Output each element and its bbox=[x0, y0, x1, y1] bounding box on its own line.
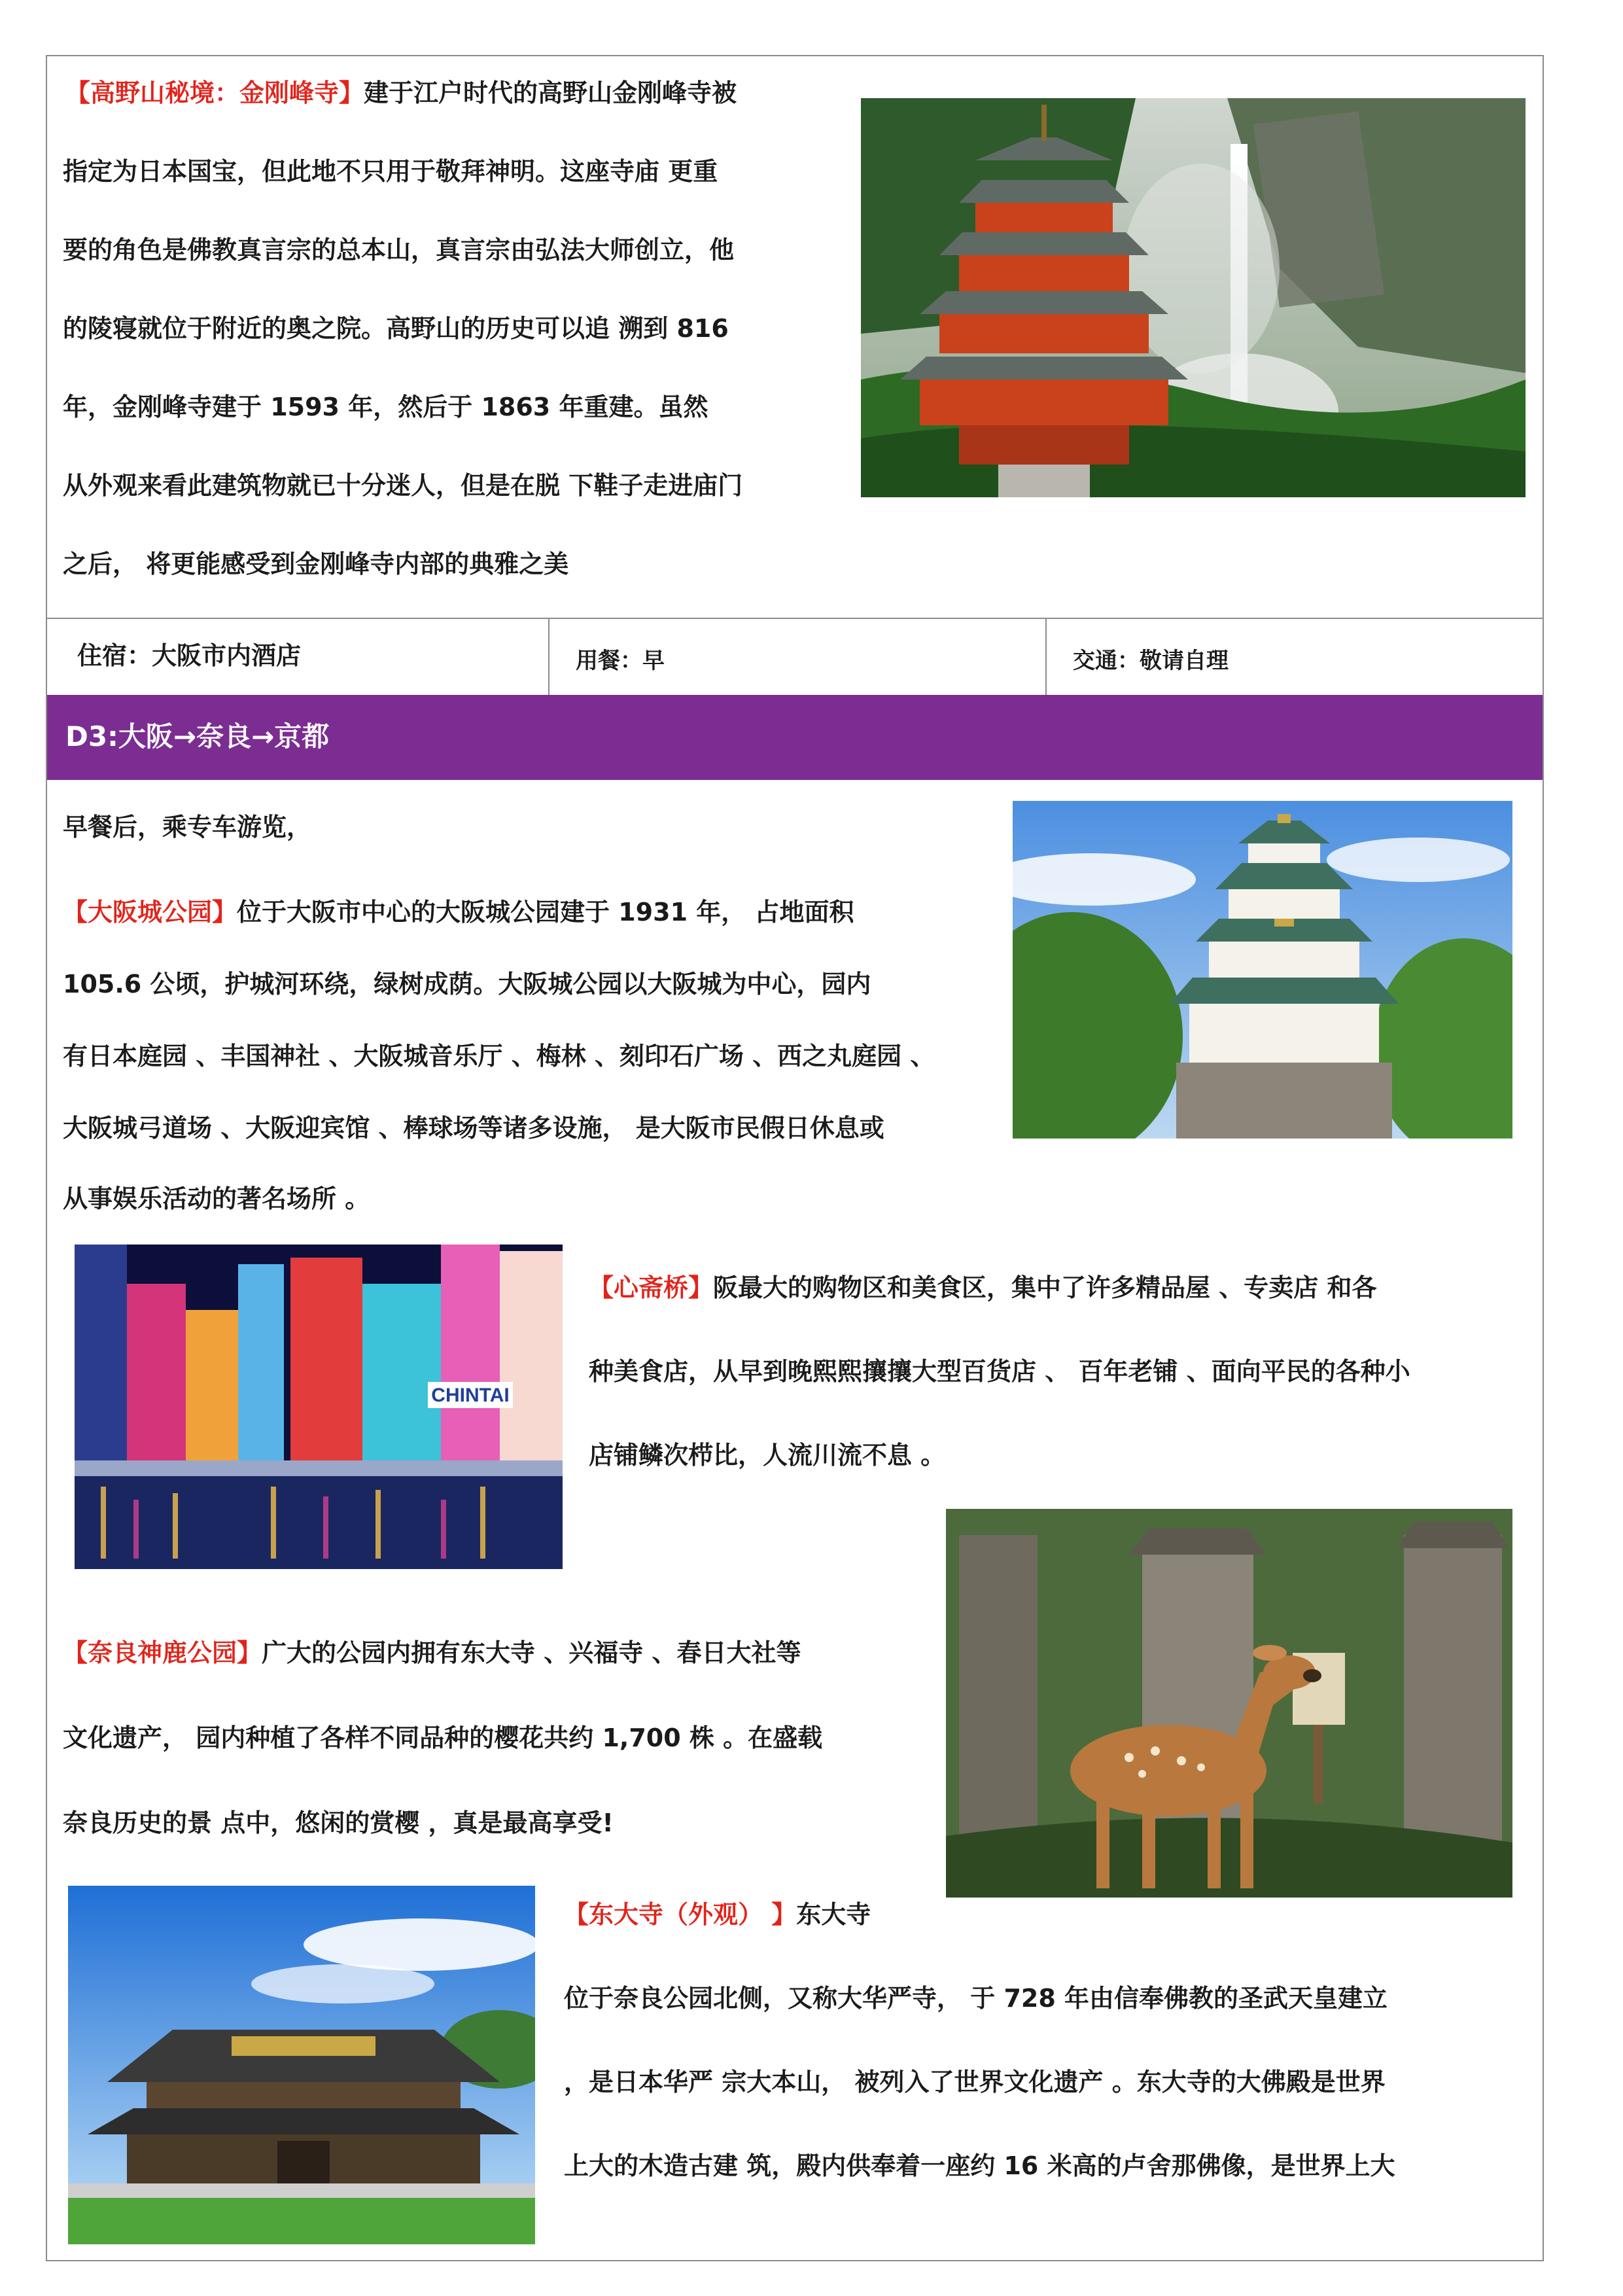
day3-header bbox=[47, 695, 1543, 780]
todaiji-title: 【东大寺（外观） 】 bbox=[564, 1900, 797, 1929]
todaiji-line-2: 位于奈良公园北侧，又称大华严寺， 于 728 年由信奉佛教的圣武天皇建立 bbox=[564, 1984, 1388, 2013]
nara-park-line-2: 文化遗产， 园内种植了各样不同品种的樱花共约 1,700 株 。在盛载 bbox=[63, 1723, 823, 1752]
nara-park-title: 【奈良神鹿公园】 bbox=[63, 1638, 262, 1667]
day3-intro: 早餐后，乘专车游览， bbox=[63, 813, 312, 841]
info-row-divider-2 bbox=[1045, 618, 1047, 695]
koyasan-line-4: 的陵寝就位于附近的奥之院。高野山的历史可以追 溯到 816 bbox=[63, 314, 729, 343]
pagoda-waterfall-photo bbox=[861, 98, 1526, 497]
osaka-castle-line-3: 有日本庭园 、丰国神社 、大阪城音乐厅 、梅林 、刻印石广场 、西之丸庭园 、 bbox=[63, 1042, 935, 1070]
osaka-castle-line-5: 从事娱乐活动的著名场所 。 bbox=[63, 1184, 370, 1213]
todaiji-lead: 东大寺 bbox=[796, 1900, 871, 1929]
shinsaibashi-line-1: 【心斋桥】阪最大的购物区和美食区，集中了许多精品屋 、专卖店 和各 bbox=[589, 1273, 1377, 1302]
koyasan-line-6: 从外观来看此建筑物就已十分迷人，但是在脱 下鞋子走进庙门 bbox=[63, 471, 743, 500]
koyasan-line-1: 【高野山秘境：金刚峰寺】建于江户时代的高野山金刚峰寺被 bbox=[65, 79, 737, 107]
todaiji-line-3: ，是日本华严 宗大本山， 被列入了世界文化遗产 。东大寺的大佛殿是世界 bbox=[564, 2068, 1386, 2096]
day3-title: D3:大阪→奈良→京都 bbox=[65, 720, 330, 752]
chintai-sign: CHINTAI bbox=[431, 1385, 510, 1406]
koyasan-title: 【高野山秘境：金刚峰寺】 bbox=[65, 79, 364, 107]
nara-park-line-3: 奈良历史的景 点中，悠闲的赏樱 ，真是最高享受! bbox=[63, 1809, 614, 1837]
osaka-castle-line-2: 105.6 公顷，护城河环绕，绿树成荫。大阪城公园以大阪城为中心，园内 bbox=[63, 970, 871, 998]
shinsaibashi-line-3: 店铺鳞次栉比，人流川流不息 。 bbox=[589, 1441, 946, 1470]
osaka-castle-photo bbox=[1013, 801, 1512, 1139]
todaiji-line-4: 上大的木造古建 筑，殿内供奉着一座约 16 米高的卢舍那佛像，是世界上大 bbox=[564, 2151, 1395, 2180]
lodging-label: 住宿：大阪市内酒店 bbox=[77, 641, 302, 670]
osaka-castle-line-1: 【大阪城公园】位于大阪市中心的大阪城公园建于 1931 年， 占地面积 bbox=[63, 898, 854, 927]
osaka-castle-line-4: 大阪城弓道场 、大阪迎宾馆 、棒球场等诸多设施， 是大阪市民假日休息或 bbox=[63, 1114, 884, 1142]
nara-park-line-1: 【奈良神鹿公园】广大的公园内拥有东大寺 、兴福寺 、春日大社等 bbox=[63, 1638, 801, 1667]
transport-label: 交通：敬请自理 bbox=[1073, 648, 1229, 674]
shinsaibashi-line-2: 种美食店，从早到晚熙熙攘攘大型百货店 、 百年老铺 、面向平民的各种小 bbox=[589, 1357, 1410, 1386]
info-row-divider-1 bbox=[548, 618, 550, 695]
meals-label: 用餐：早 bbox=[576, 648, 665, 674]
info-row-top-border bbox=[46, 618, 1544, 619]
todaiji-hall-photo bbox=[68, 1886, 535, 2244]
shinsaibashi-title: 【心斋桥】 bbox=[589, 1273, 714, 1302]
osaka-castle-title: 【大阪城公园】 bbox=[63, 898, 237, 927]
koyasan-line-2: 指定为日本国宝，但此地不只用于敬拜神明。这座寺庙 更重 bbox=[63, 157, 718, 186]
koyasan-line-7: 之后， 将更能感受到金刚峰寺内部的典雅之美 bbox=[63, 550, 569, 578]
todaiji-line-1 bbox=[564, 1896, 871, 1933]
nara-deer-photo bbox=[946, 1509, 1512, 1898]
dotonbori-night-photo bbox=[75, 1245, 563, 1569]
koyasan-line-5: 年，金刚峰寺建于 1593 年，然后于 1863 年重建。虽然 bbox=[63, 393, 708, 421]
koyasan-line-3: 要的角色是佛教真言宗的总本山，真言宗由弘法大师创立，他 bbox=[63, 236, 735, 264]
